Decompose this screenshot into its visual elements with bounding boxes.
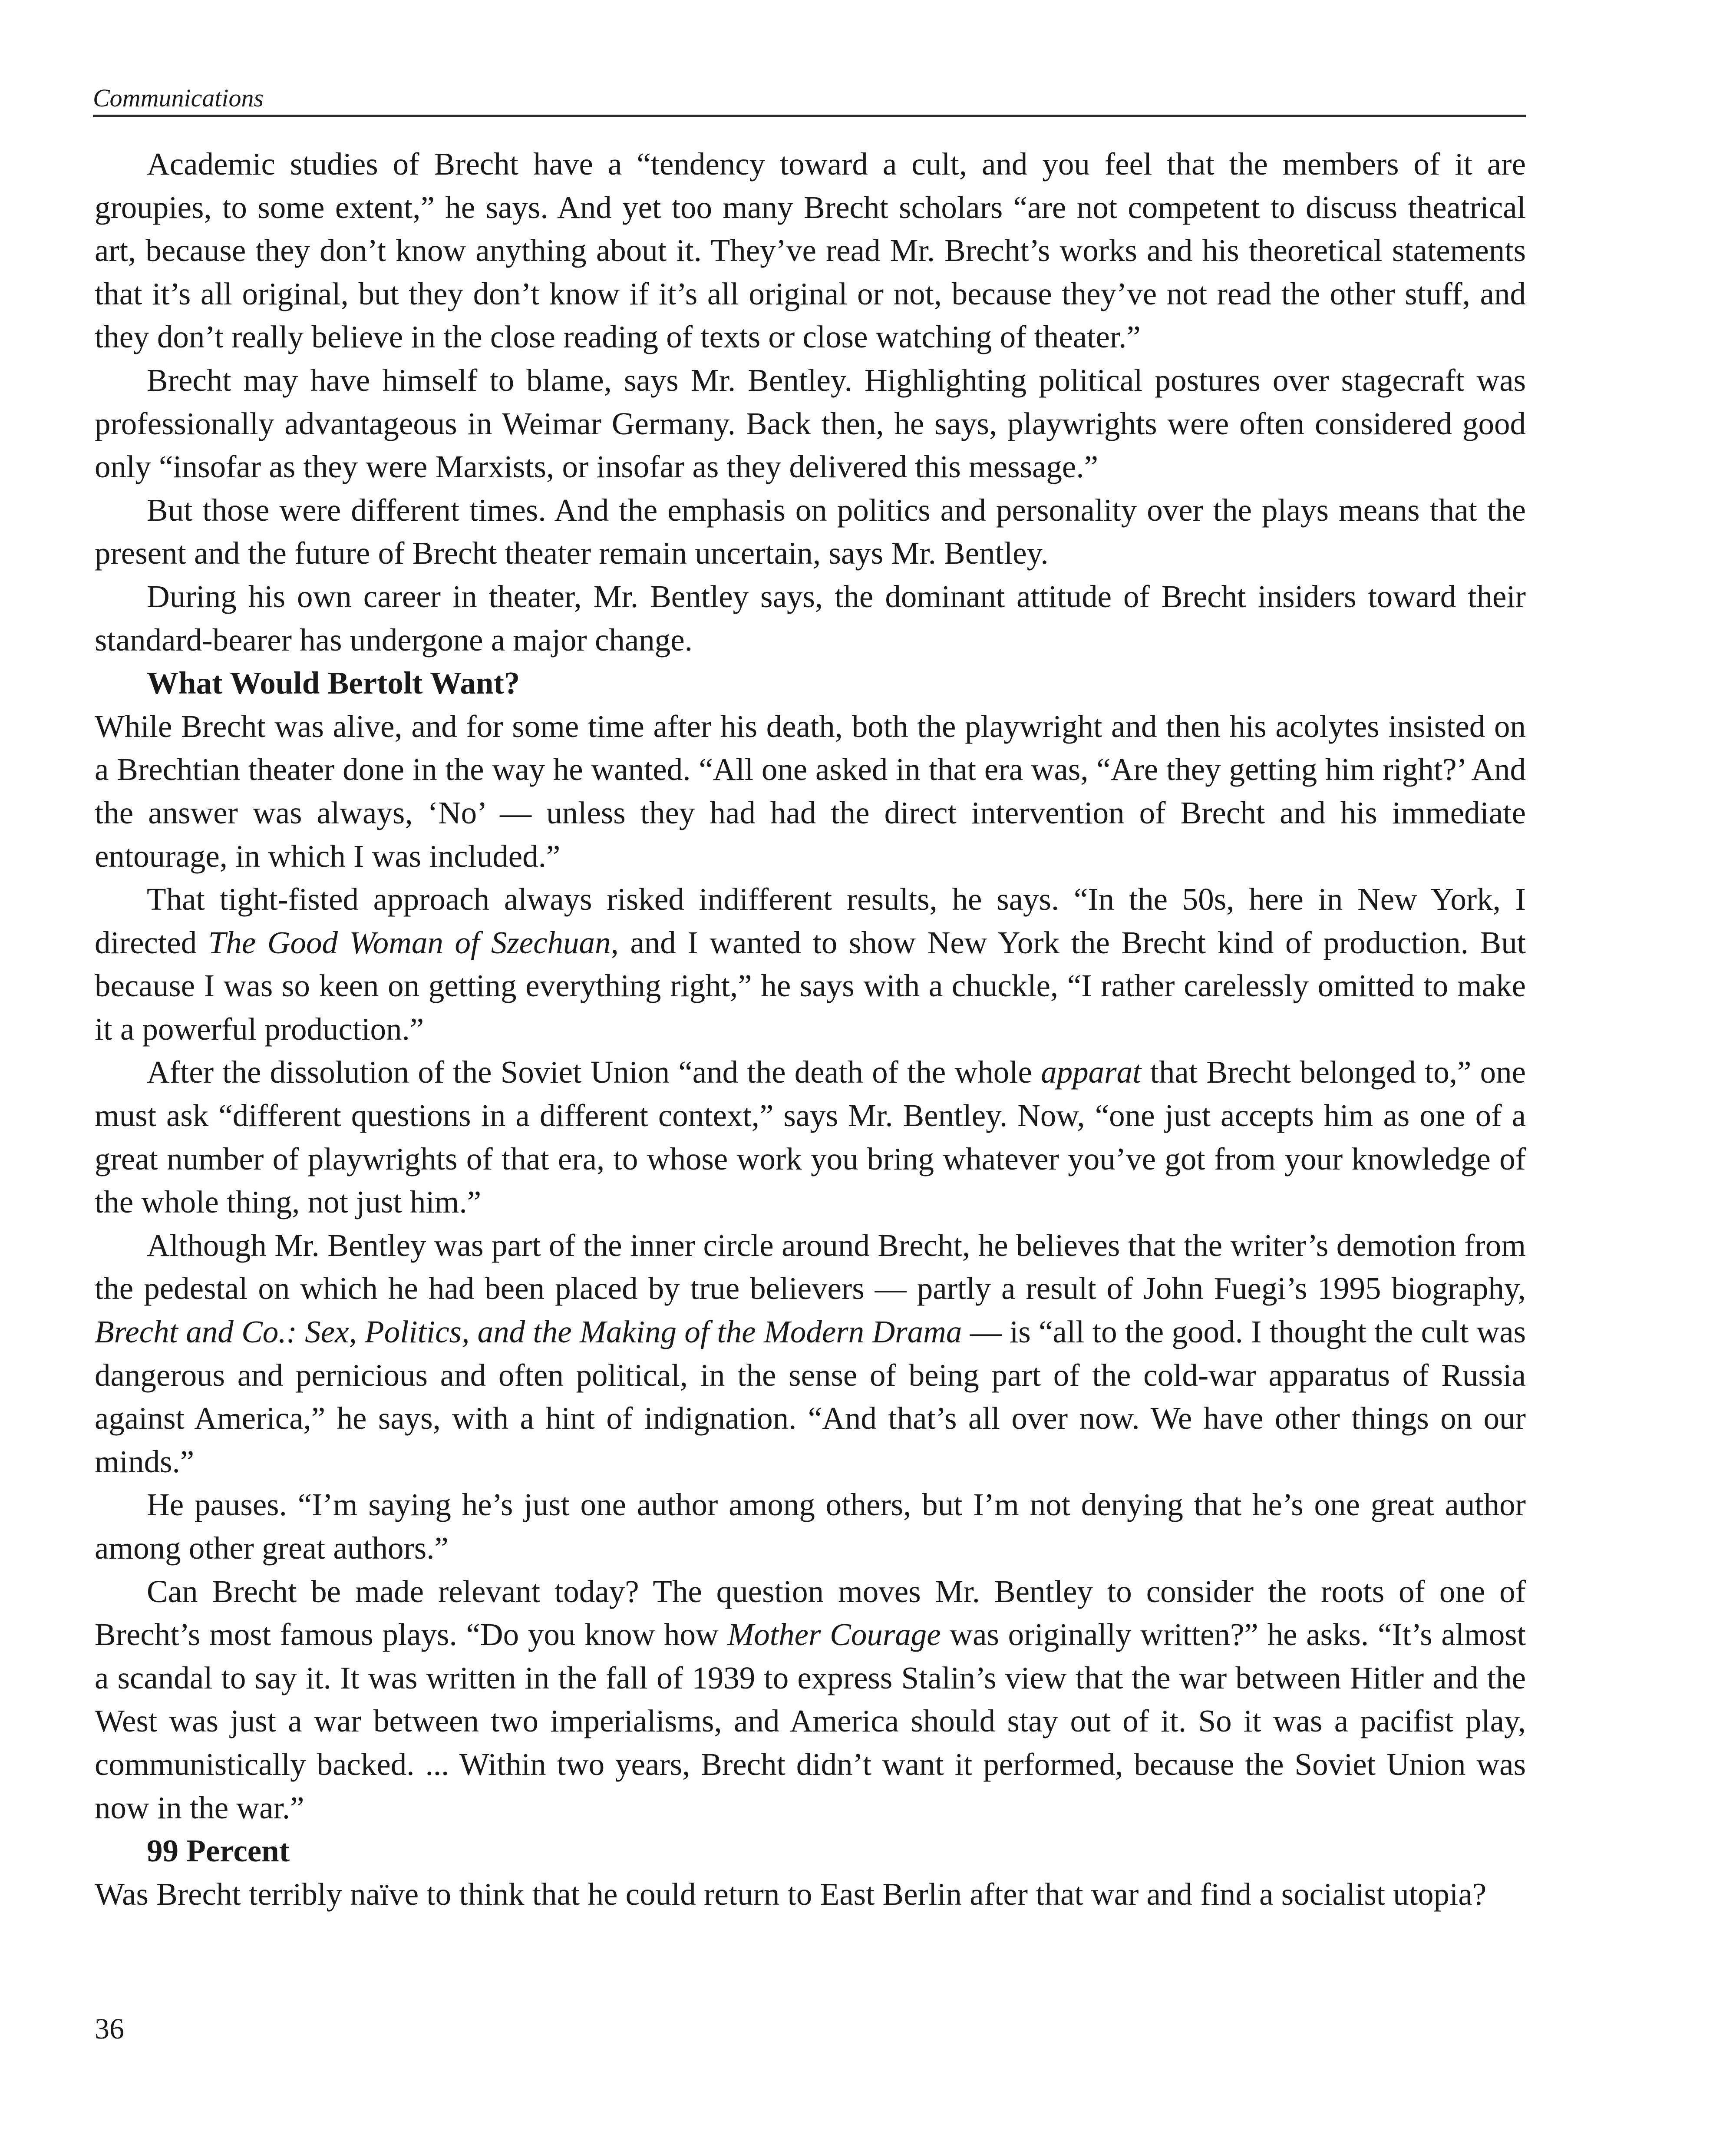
text-run: Although Mr. Bentley was part of the inner circle around Brecht, he believes that the writer’s demotion from the pedestal on which he had been placed by true believers — partly a result of John Fuegi’s 1995 biography, [95,1227,1526,1306]
text-run: After the dissolution of the Soviet Union “and the death of the whole [147,1054,1041,1090]
body-paragraph: Academic studies of Brecht have a “tendency toward a cult, and you feel that the members of it are groupies, to some extent,” he says. And yet too many Brecht scholars “are not competent to discuss theatrical art, because they don’t know anything about it. They’ve read Mr. Brecht’s works and his theoretical statements that it’s all original, but they don’t know if it’s all original or not, because they’ve not read the other stuff, and they don’t really believe in the close reading of texts or close watching of theater.” [95,146,1526,355]
body-paragraph: He pauses. “I’m saying he’s just one author among others, but I’m not denying that he’s one great author among other great authors.” [95,1487,1526,1566]
body-paragraph: While Brecht was alive, and for some time after his death, both the playwright and then his acolytes insisted on a Brechtian theater done in the way he wanted. “All one asked in that era was, “Are they getting him right?’ And the answer was always, ‘No’ — unless they had had the direct intervention of Brecht and his immediate entourage, in which I was included.” [95,708,1526,874]
italic-title: Brecht and Co.: Sex, Politics, and the Making of the Modern Drama [95,1314,962,1350]
italic-title: The Good Woman of Szechuan, [208,925,619,960]
page-number: 36 [95,2012,124,2045]
body-paragraph [95,878,1526,1051]
italic-title: Mother Courage [727,1617,941,1652]
text-run: That tight-fisted approach always risked indifferent results, he says. “In the 50s, here in New York, I directed [95,882,1526,960]
header-rule [93,115,1526,117]
article-body [95,142,1526,1916]
italic-title: apparat [1041,1054,1142,1090]
body-paragraph [95,1051,1526,1223]
text-run: was originally written?” he asks. “It’s almost a scandal to say it. It was written in the fall of 1939 to express Stalin’s view that the war between Hitler and the West was just a war between two imperialisms, and America should stay out of it. So it was a pacifist play, communistically backed. ... Within two years, Brecht didn’t want it performed, because the Soviet Union was now in the war.” [95,1617,1526,1825]
body-paragraph: Was Brecht terribly naïve to think that he could return to East Berlin after that war and find a socialist utopia? [95,1876,1487,1912]
running-head: Communications [93,84,264,112]
body-paragraph [95,1570,1526,1830]
body-paragraph: But those were different times. And the emphasis on politics and personality over the plays means that the present and the future of Brecht theater remain uncertain, says Mr. Bentley. [95,492,1526,571]
text-run: Can Brecht be made relevant today? The question moves Mr. Bentley to consider the roots of one of Brecht’s most famous plays. “Do you know how [95,1573,1526,1652]
text-run: that Brecht belonged to,” one must ask “different questions in a different context,” says Mr. Bentley. Now, “one just accepts him as one of a great number of playwrights of that era, to whose work you bring whatever you’ve got from your knowledge of the whole thing, not just him.” [95,1054,1526,1220]
section-heading: What Would Bertolt Want? [147,665,520,701]
section-heading: 99 Percent [147,1833,290,1869]
text-run: — is “all to the good. I thought the cult was dangerous and pernicious and often political, in the sense of being part of the cold-war apparatus of Russia against America,” he says, with a hint of indignation. “And that’s all over now. We have other things on our minds.” [95,1314,1526,1479]
body-paragraph [95,1224,1526,1484]
text-run: and I wanted to show New York the Brecht kind of production. But because I was so keen on getting everything right,” he says with a chuckle, “I rather carelessly omitted to make it a powerful production.” [95,925,1526,1047]
body-paragraph: Brecht may have himself to blame, says Mr. Bentley. Highlighting political postures over stagecraft was professionally advantageous in Weimar Germany. Back then, he says, playwrights were often considered good only “insofar as they were Marxists, or insofar as they delivered this message.” [95,362,1526,485]
body-paragraph: During his own career in theater, Mr. Bentley says, the dominant attitude of Brecht insiders toward their standard-bearer has undergone a major change. [95,578,1526,658]
